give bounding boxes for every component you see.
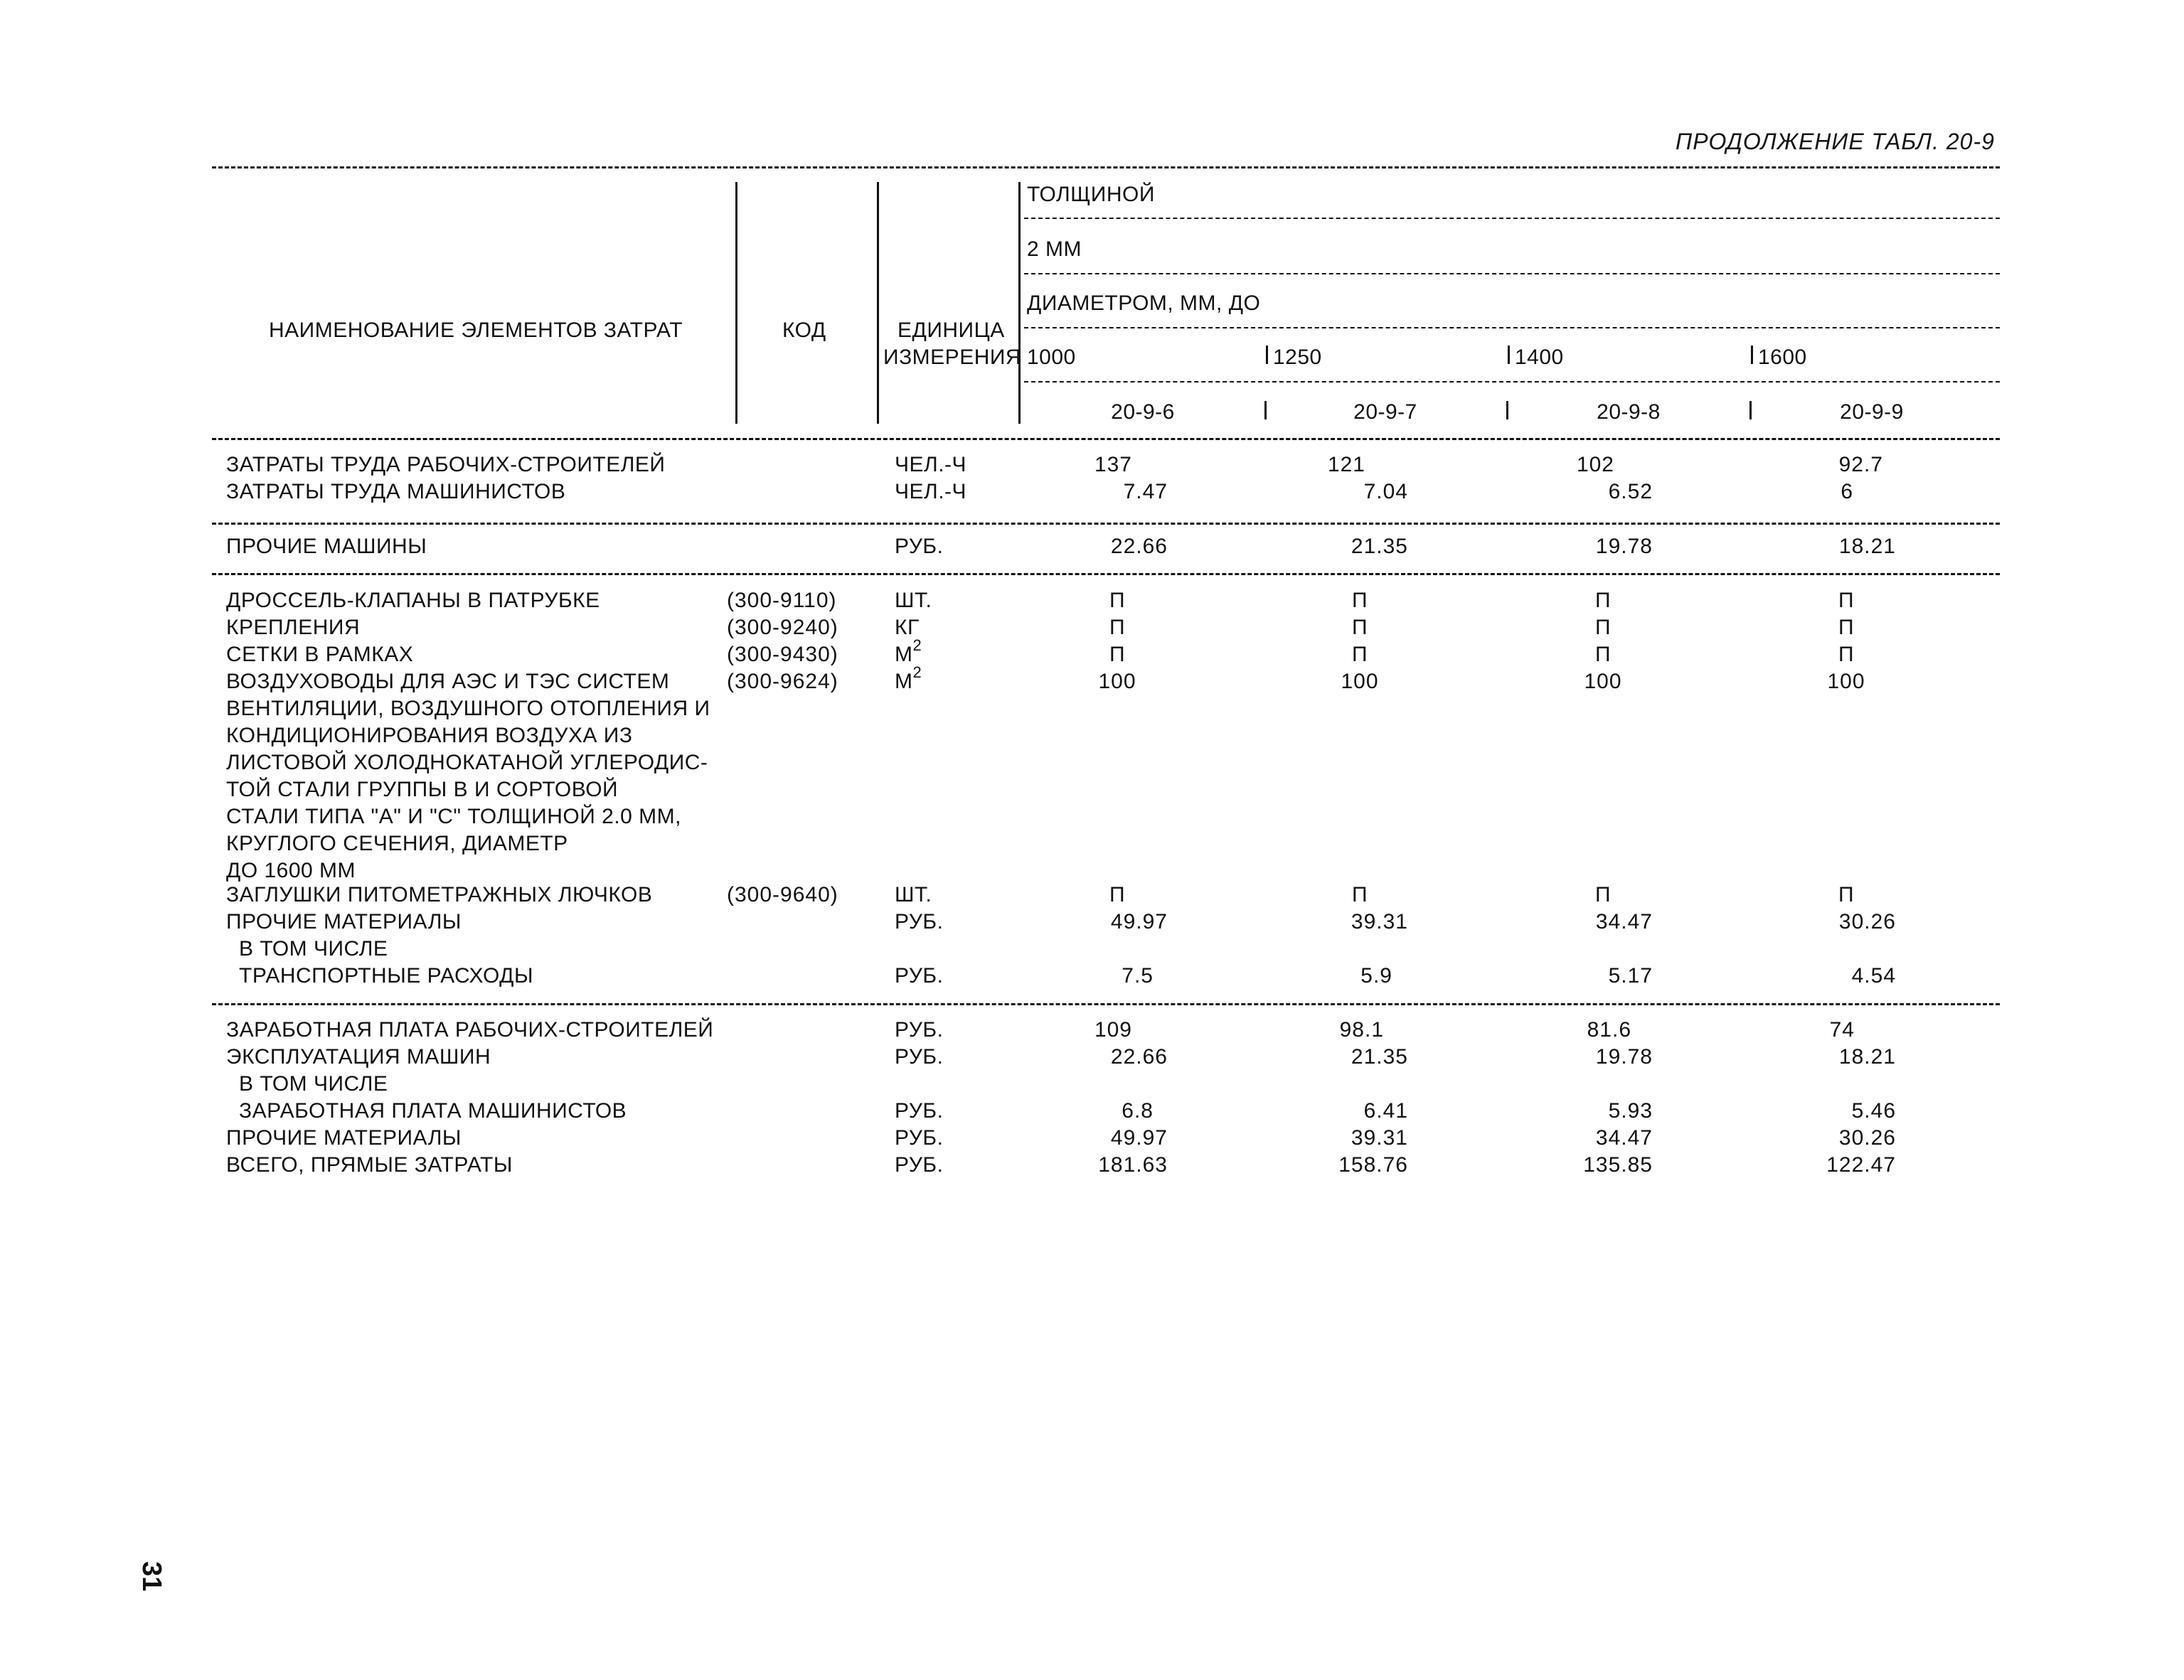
header-diam-1400: 1400 — [1515, 346, 1564, 369]
row-wages-machinists-unit: РУБ. — [895, 1099, 944, 1123]
row-plugs-v1: П — [1109, 883, 1126, 906]
row-labor-workers-v4: 92.7 — [1838, 453, 1883, 476]
header-code-20-9-7: 20-9-7 — [1353, 400, 1417, 424]
row-throttle-v3: П — [1594, 589, 1612, 612]
row-wages-machinists-v3: 5.93 — [1608, 1099, 1653, 1123]
row-total-v4: 122.47 — [1826, 1153, 1896, 1177]
row-transport-v1: 7.5 — [1122, 964, 1154, 988]
row-wages-workers-v1: 109 — [1094, 1018, 1132, 1042]
rule-header-bottom — [212, 438, 2000, 440]
row-ducts-line-5: ТОЙ СТАЛИ ГРУППЫ В И СОРТОВОЙ — [226, 778, 619, 801]
row-ducts-unit-wrap — [895, 663, 922, 694]
row-other-machines-unit: РУБ. — [895, 535, 944, 558]
row-other-materials-2-name: ПРОЧИЕ МАТЕРИАЛЫ — [226, 1126, 462, 1150]
header-unit-2: ИЗМЕРЕНИЯ — [883, 346, 1022, 369]
row-machine-operation-v3: 19.78 — [1595, 1045, 1653, 1069]
row-plugs-unit: ШТ. — [895, 883, 932, 906]
row-fasteners-name: КРЕПЛЕНИЯ — [226, 616, 361, 639]
row-nets-v1: П — [1109, 643, 1126, 666]
row-ducts-line-6: СТАЛИ ТИПА "А" И "С" ТОЛЩИНОЙ 2.0 ММ, — [226, 805, 681, 828]
row-throttle-unit: ШТ. — [895, 589, 932, 612]
header-code-20-9-9: 20-9-9 — [1840, 400, 1904, 424]
row-machine-operation-v4: 18.21 — [1838, 1045, 1896, 1069]
row-wages-workers-v4: 74 — [1829, 1018, 1855, 1042]
row-wages-machinists-name: ЗАРАБОТНАЯ ПЛАТА МАШИНИСТОВ — [239, 1099, 627, 1123]
row-nets-name: СЕТКИ В РАМКАХ — [226, 643, 414, 666]
row-labor-machinists-name: ЗАТРАТЫ ТРУДА МАШИНИСТОВ — [226, 480, 566, 503]
row-transport-name: ТРАНСПОРТНЫЕ РАСХОДЫ — [239, 964, 534, 988]
tick-1400 — [1508, 346, 1510, 364]
row-ducts-v1: 100 — [1098, 670, 1136, 693]
header-diam-1250: 1250 — [1273, 346, 1322, 369]
row-other-materials-unit: РУБ. — [895, 910, 944, 933]
row-nets-v3: П — [1594, 643, 1612, 666]
row-fasteners-v4: П — [1838, 616, 1855, 639]
row-labor-machinists-v3: 6.52 — [1608, 480, 1653, 503]
row-ducts-v4: 100 — [1827, 670, 1865, 693]
row-fasteners-v3: П — [1594, 616, 1612, 639]
header-diam-1000: 1000 — [1027, 346, 1076, 369]
tick-code-3 — [1506, 401, 1508, 419]
row-nets-v2: П — [1351, 643, 1368, 666]
row-throttle-name: ДРОССЕЛЬ-КЛАПАНЫ В ПАТРУБКЕ — [226, 589, 600, 612]
row-labor-machinists-v1: 7.47 — [1123, 480, 1168, 503]
row-labor-workers-unit: ЧЕЛ.-Ч — [895, 453, 967, 476]
row-other-machines-v2: 21.35 — [1351, 535, 1408, 558]
header-thickness: ТОЛЩИНОЙ — [1027, 183, 1155, 206]
row-other-materials-2-v3: 34.47 — [1595, 1126, 1653, 1150]
row-wages-machinists-v4: 5.46 — [1851, 1099, 1896, 1123]
row-labor-machinists-unit: ЧЕЛ.-Ч — [895, 480, 967, 503]
row-machine-operation-v1: 22.66 — [1110, 1045, 1168, 1069]
row-including-1: В ТОМ ЧИСЛЕ — [239, 937, 388, 961]
row-throttle-v1: П — [1109, 589, 1126, 612]
rule-header-1 — [1024, 218, 2000, 219]
header-diam-1600: 1600 — [1758, 346, 1807, 369]
row-ducts-line-3: КОНДИЦИОНИРОВАНИЯ ВОЗДУХА ИЗ — [226, 724, 633, 747]
row-nets-unit-exp: 2 — [912, 636, 922, 654]
row-labor-workers-v2: 121 — [1327, 453, 1365, 476]
row-fasteners-v2: П — [1351, 616, 1368, 639]
rule-section-2 — [212, 573, 2000, 575]
header-thickness-value: 2 ММ — [1027, 237, 1082, 261]
row-labor-machinists-v4: 6 — [1841, 480, 1853, 503]
row-wages-workers-unit: РУБ. — [895, 1018, 944, 1042]
row-other-machines-name: ПРОЧИЕ МАШИНЫ — [226, 535, 427, 558]
row-machine-operation-v2: 21.35 — [1351, 1045, 1408, 1069]
row-other-materials-v1: 49.97 — [1110, 910, 1168, 933]
row-ducts-unit-exp: 2 — [912, 663, 922, 681]
rule-header-2 — [1024, 273, 2000, 274]
row-including-2: В ТОМ ЧИСЛЕ — [239, 1072, 388, 1096]
header-unit-1: ЕДИНИЦА — [897, 319, 1005, 342]
header-name: НАИМЕНОВАНИЕ ЭЛЕМЕНТОВ ЗАТРАТ — [269, 319, 683, 342]
tick-1250 — [1266, 346, 1268, 364]
row-plugs-v2: П — [1351, 883, 1368, 906]
row-labor-workers-v1: 137 — [1094, 453, 1132, 476]
row-wages-workers-v3: 81.6 — [1587, 1018, 1631, 1042]
row-other-materials-name: ПРОЧИЕ МАТЕРИАЛЫ — [226, 910, 462, 933]
row-transport-v3: 5.17 — [1608, 964, 1653, 988]
row-machine-operation-unit: РУБ. — [895, 1045, 944, 1069]
row-ducts-unit: М — [895, 670, 913, 693]
row-machine-operation-name: ЭКСПЛУАТАЦИЯ МАШИН — [226, 1045, 491, 1069]
row-nets-unit: М — [895, 643, 913, 666]
rule-header-3 — [1024, 327, 2000, 328]
row-fasteners-code: (300-9240) — [727, 616, 838, 639]
row-wages-workers-name: ЗАРАБОТНАЯ ПЛАТА РАБОЧИХ-СТРОИТЕЛЕЙ — [226, 1018, 714, 1042]
row-plugs-v4: П — [1838, 883, 1855, 906]
row-total-v1: 181.63 — [1098, 1153, 1168, 1177]
row-other-materials-2-v4: 30.26 — [1838, 1126, 1896, 1150]
row-fasteners-unit: КГ — [895, 616, 920, 639]
row-total-v2: 158.76 — [1338, 1153, 1408, 1177]
row-ducts-v3: 100 — [1584, 670, 1622, 693]
row-labor-workers-name: ЗАТРАТЫ ТРУДА РАБОЧИХ-СТРОИТЕЛЕЙ — [226, 453, 666, 476]
rule-section-1 — [212, 523, 2000, 525]
row-plugs-code: (300-9640) — [727, 883, 838, 906]
table-caption: ПРОДОЛЖЕНИЕ ТАБЛ. 20-9 — [1676, 129, 1995, 154]
row-transport-v2: 5.9 — [1360, 964, 1392, 988]
row-wages-workers-v2: 98.1 — [1339, 1018, 1384, 1042]
row-ducts-v2: 100 — [1341, 670, 1379, 693]
row-ducts-line-2: ВЕНТИЛЯЦИИ, ВОЗДУШНОГО ОТОПЛЕНИЯ И — [226, 697, 710, 720]
header-diameter: ДИАМЕТРОМ, ММ, ДО — [1027, 291, 1261, 315]
row-wages-machinists-v1: 6.8 — [1122, 1099, 1154, 1123]
col-divider-unit — [1018, 182, 1021, 424]
row-other-materials-2-v2: 39.31 — [1351, 1126, 1408, 1150]
header-code-20-9-6: 20-9-6 — [1111, 400, 1175, 424]
row-plugs-v3: П — [1594, 883, 1612, 906]
col-divider-name — [735, 182, 737, 424]
row-fasteners-v1: П — [1109, 616, 1126, 639]
row-total-v3: 135.85 — [1583, 1153, 1653, 1177]
page-number: 31 — [137, 1561, 166, 1592]
row-ducts-code: (300-9624) — [727, 670, 838, 693]
row-nets-code: (300-9430) — [727, 643, 838, 666]
row-transport-unit: РУБ. — [895, 964, 944, 988]
col-divider-code — [877, 182, 879, 424]
row-ducts-line-8: ДО 1600 ММ — [226, 859, 356, 882]
header-code: КОД — [782, 319, 826, 342]
row-ducts-line-4: ЛИСТОВОЙ ХОЛОДНОКАТАНОЙ УГЛЕРОДИС- — [226, 751, 708, 774]
row-other-machines-v3: 19.78 — [1595, 535, 1653, 558]
rule-top — [212, 166, 2000, 168]
row-transport-v4: 4.54 — [1851, 964, 1896, 988]
row-total-name: ВСЕГО, ПРЯМЫЕ ЗАТРАТЫ — [226, 1153, 513, 1177]
row-other-materials-2-v1: 49.97 — [1110, 1126, 1168, 1150]
row-throttle-code: (300-9110) — [727, 589, 837, 612]
header-code-20-9-8: 20-9-8 — [1597, 400, 1661, 424]
tick-code-4 — [1749, 401, 1752, 419]
row-other-machines-v4: 18.21 — [1838, 535, 1896, 558]
tick-code-2 — [1264, 401, 1267, 419]
row-other-materials-v2: 39.31 — [1351, 910, 1408, 933]
tick-1600 — [1751, 346, 1753, 364]
row-other-materials-2-unit: РУБ. — [895, 1126, 944, 1150]
row-plugs-name: ЗАГЛУШКИ ПИТОМЕТРАЖНЫХ ЛЮЧКОВ — [226, 883, 653, 906]
row-throttle-v2: П — [1351, 589, 1368, 612]
rule-header-4 — [1024, 381, 2000, 382]
row-other-materials-v3: 34.47 — [1595, 910, 1653, 933]
row-labor-workers-v3: 102 — [1576, 453, 1614, 476]
row-throttle-v4: П — [1838, 589, 1855, 612]
row-nets-v4: П — [1838, 643, 1855, 666]
rule-section-3 — [212, 1003, 2000, 1005]
row-labor-machinists-v2: 7.04 — [1363, 480, 1408, 503]
row-ducts-line-1: ВОЗДУХОВОДЫ ДЛЯ АЭС И ТЭС СИСТЕМ — [226, 670, 670, 693]
row-total-unit: РУБ. — [895, 1153, 944, 1177]
row-wages-machinists-v2: 6.41 — [1363, 1099, 1408, 1123]
row-ducts-line-7: КРУГЛОГО СЕЧЕНИЯ, ДИАМЕТР — [226, 832, 568, 855]
row-other-machines-v1: 22.66 — [1110, 535, 1168, 558]
row-other-materials-v4: 30.26 — [1838, 910, 1896, 933]
